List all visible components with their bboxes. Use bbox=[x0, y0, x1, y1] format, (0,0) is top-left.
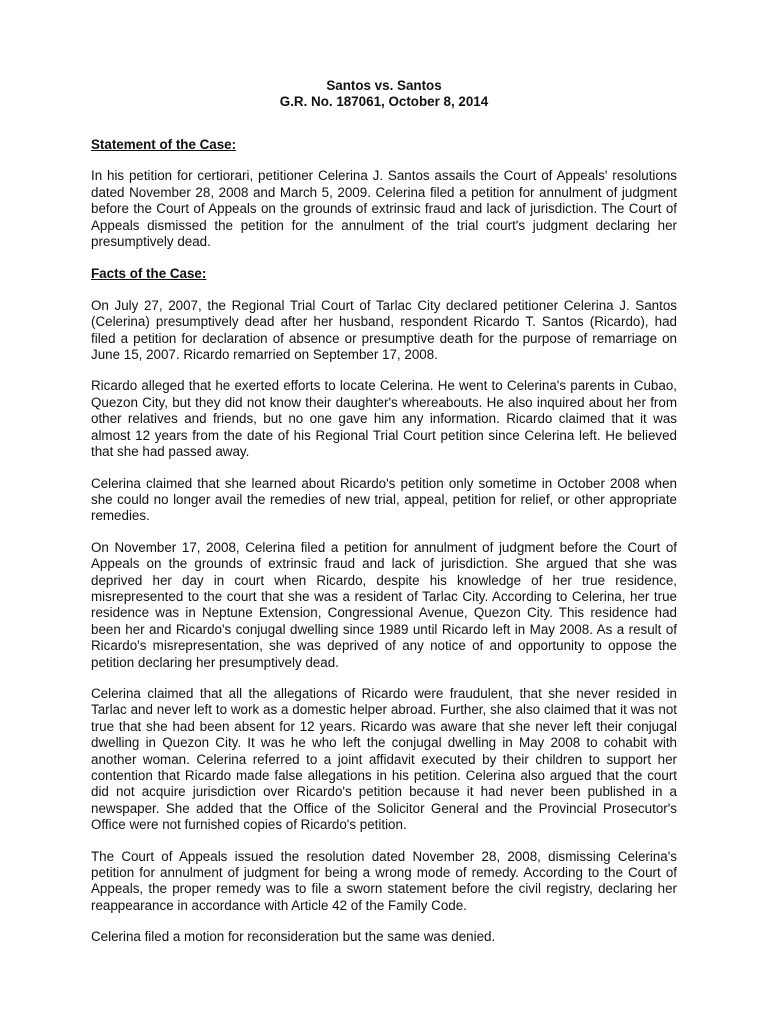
paragraph: On November 17, 2008, Celerina filed a petition for annulment of judgment before the Court of Appeals on the grounds of extrinsic fraud and lack of jurisdiction. She argued that she was deprived her day in court when Ricardo, despite his knowledge of her true residence, misrepresented to the court that she was a resident of Tarlac City. According to Celerina, her true residence was in Neptune Extension, Congressional Avenue, Quezon City. This residence had been her and Ricardo's conjugal dwelling since 1989 until Ricardo left in May 2008. As a result of Ricardo's misrepresentation, she was deprived of any notice of and opportunity to oppose the petition declaring her presumptively dead. bbox=[91, 539, 677, 670]
paragraph: Ricardo alleged that he exerted efforts to locate Celerina. He went to Celerina's parents in Cubao, Quezon City, but they did not know their daughter's whereabouts. He also inquired about her from other relatives and friends, but no one gave him any information. Ricardo claimed that it was almost 12 years from the date of his Regional Trial Court petition since Celerina left. He believed that she had passed away. bbox=[91, 378, 677, 460]
paragraph: Celerina filed a motion for reconsideration but the same was denied. bbox=[91, 929, 496, 945]
paragraph: The Court of Appeals issued the resolution dated November 28, 2008, dismissing Celerina's petition for annulment of judgment for being a wrong mode of remedy. According to the Court of Appeals, the proper remedy was to file a sworn statement before the civil registry, declaring her reappearance in accordance with Article 42 of the Family Code. bbox=[91, 848, 677, 913]
paragraph: On July 27, 2007, the Regional Trial Court of Tarlac City declared petitioner Celerina J. Santos (Celerina) presumptively dead after her husband, respondent Ricardo T. Santos (Ricardo), had filed a petition for declaration of absence or presumptive death for the purpose of remarriage on June 15, 2007. Ricardo remarried on September 17, 2008. bbox=[91, 297, 677, 363]
paragraph: Celerina claimed that she learned about Ricardo's petition only sometime in October 2008 when she could no longer avail the remedies of new trial, appeal, petition for relief, or other appropriate remedies. bbox=[91, 475, 677, 524]
document-header bbox=[0, 78, 768, 110]
paragraph: Celerina claimed that all the allegations of Ricardo were fraudulent, that she never resided in Tarlac and never left to work as a domestic helper abroad. Further, she also claimed that it was not true that she had been absent for 12 years. Ricardo was aware that she never left their conjugal dwelling in Quezon City. It was he who left the conjugal dwelling in May 2008 to cohabit with another woman. Celerina referred to a joint affidavit executed by their children to support her contention that Ricardo made false allegations in his petition. Celerina also argued that the court did not acquire jurisdiction over Ricardo's petition because it had never been published in a newspaper. She added that the Office of the Solicitor General and the Provincial Prosecutor's Office were not furnished copies of Ricardo's petition. bbox=[91, 685, 677, 833]
case-title: Santos vs. Santos bbox=[326, 78, 442, 93]
paragraph: In his petition for certiorari, petitioner Celerina J. Santos assails the Court of Appeals' resolutions dated November 28, 2008 and March 5, 2009. Celerina filed a petition for annulment of judgment before the Court of Appeals on the grounds of extrinsic fraud and lack of jurisdiction. The Court of Appeals dismissed the petition for the annulment of the trial court's judgment declaring her presumptively dead. bbox=[91, 168, 677, 250]
section-heading-statement: Statement of the Case: bbox=[91, 137, 237, 152]
document-body bbox=[91, 137, 677, 961]
section-heading-facts: Facts of the Case: bbox=[91, 266, 207, 282]
case-citation: G.R. No. 187061, October 8, 2014 bbox=[279, 94, 489, 109]
